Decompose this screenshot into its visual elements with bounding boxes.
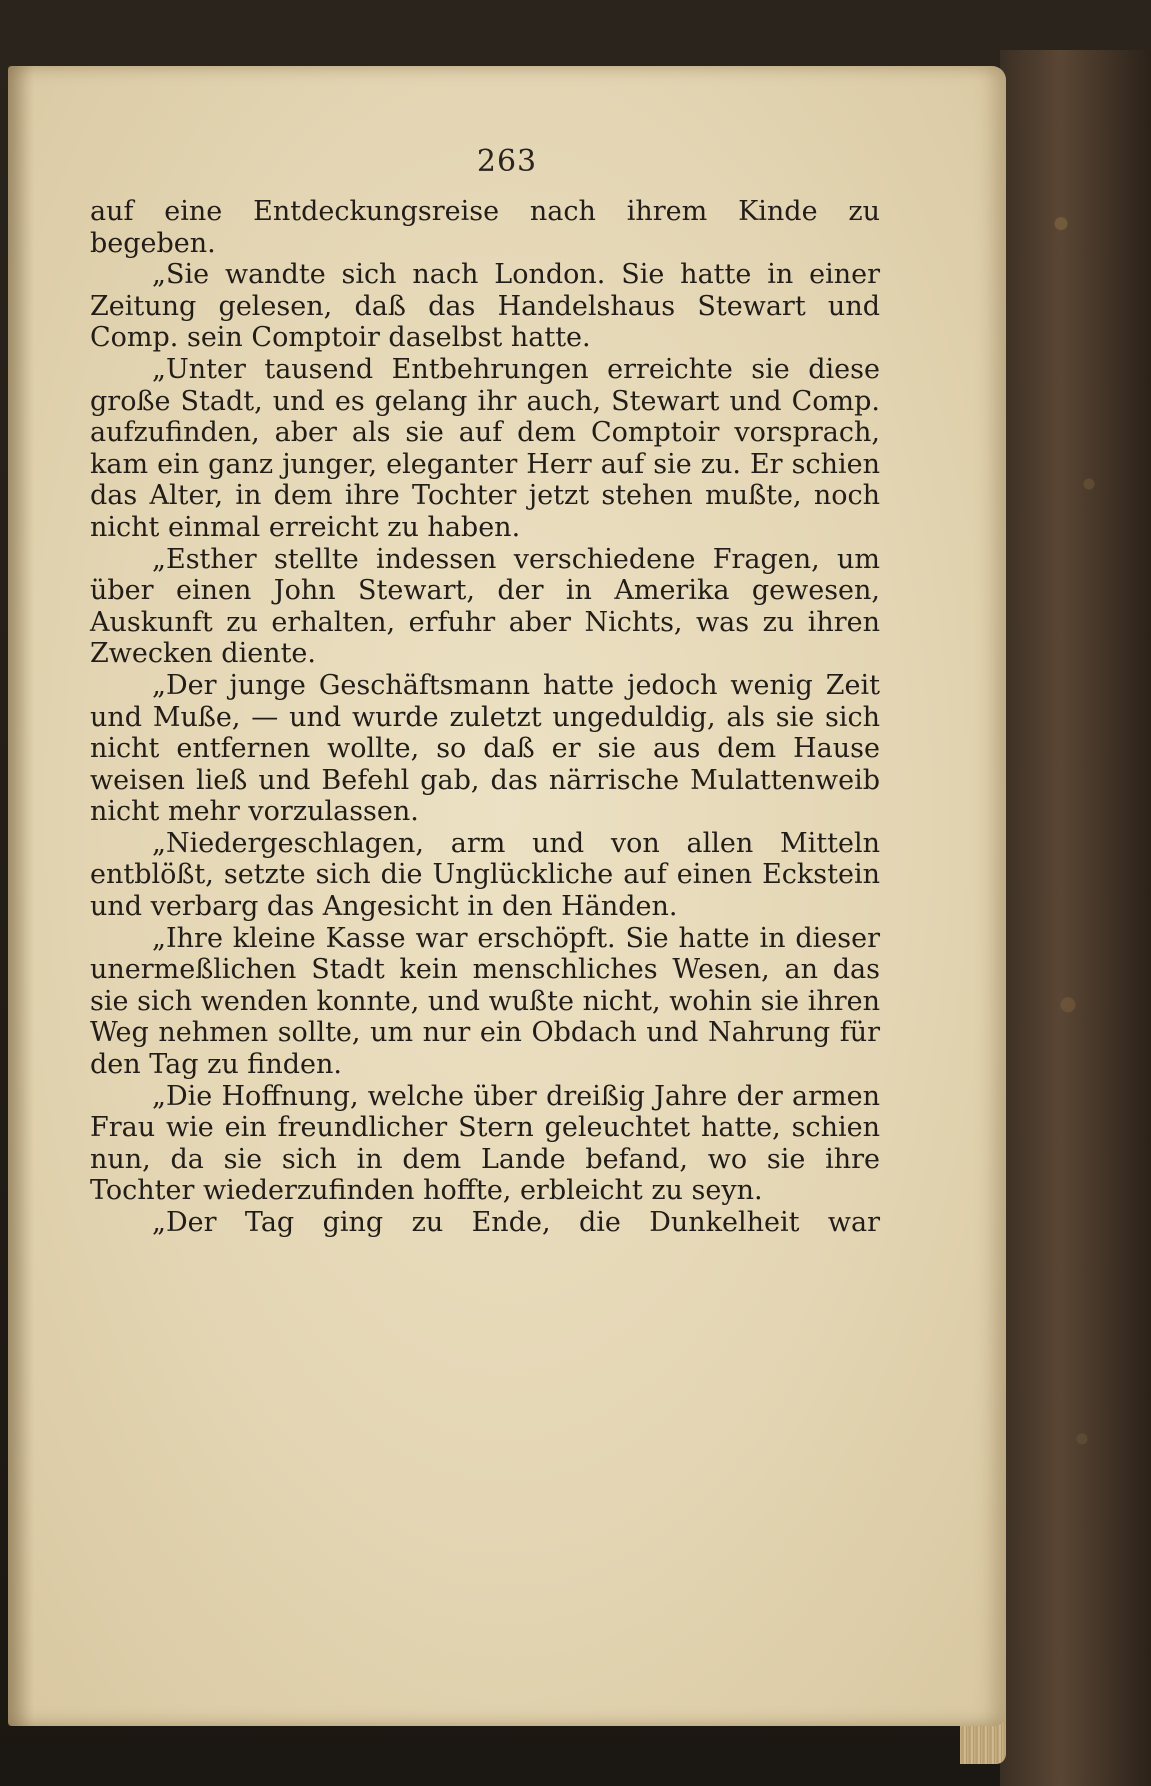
page-number: 263 <box>476 144 538 179</box>
paragraph-9: „Der Tag ging zu Ende, die Dunkelheit war <box>152 1207 880 1238</box>
paragraph-6: „Niedergeschlagen, arm und von allen Mitteln entblößt, setzte sich die Unglückliche auf einen Eckstein und verbarg das Angesicht in den Händen. <box>90 827 880 923</box>
paragraph-7: „Ihre kleine Kasse war erschöpft. Sie hatte in dieser unermeßlichen Stadt kein menschliches Wesen, an das sie sich wenden konnte, und wußte nicht, wohin sie ihren Weg nehmen sollte, um nur ein Obdach und Nahrung für den Tag zu finden. <box>90 922 880 1081</box>
paragraph-1: auf eine Entdeckungsreise nach ihrem Kinde zu begeben. <box>90 196 880 259</box>
paragraph-8: „Die Hoffnung, welche über dreißig Jahre der armen Frau wie ein freundlicher Stern geleuchtet hatte, schien nun, da sie sich in dem Lande befand, wo sie ihre Tochter wiederzufinden hoffte, erbleicht zu seyn. <box>90 1080 880 1207</box>
body-text <box>90 196 880 1239</box>
paragraph-2: „Sie wandte sich nach London. Sie hatte in einer Zeitung gelesen, daß das Handelshaus Stewart und Comp. sein Comptoir daselbst hatte. <box>90 259 880 354</box>
paragraph-5: „Der junge Geschäftsmann hatte jedoch wenig Zeit und Muße, — und wurde zuletzt ungeduldig, als sie sich nicht entfernen wollte, so daß er sie aus dem Hause weisen ließ und Befehl gab, das närrische Mulattenweib nicht mehr vorzulassen. <box>90 669 880 828</box>
page-gutter-shadow <box>8 66 34 1726</box>
book-spine <box>1000 50 1151 1786</box>
paragraph-4: „Esther stellte indessen verschiedene Fragen, um über einen John Stewart, der in Amerika gewesen, Auskunft zu erhalten, erfuhr aber Nichts, was zu ihren Zwecken diente. <box>90 543 880 670</box>
book-page <box>8 66 1006 1726</box>
paragraph-3: „Unter tausend Entbehrungen erreichte sie diese große Stadt, und es gelang ihr auch, Stewart und Comp. aufzufinden, aber als sie auf dem Comptoir vorsprach, kam ein ganz junger, eleganter Herr auf sie zu. Er schien das Alter, in dem ihre Tochter jetzt stehen mußte, noch nicht einmal erreicht zu haben. <box>90 353 880 543</box>
